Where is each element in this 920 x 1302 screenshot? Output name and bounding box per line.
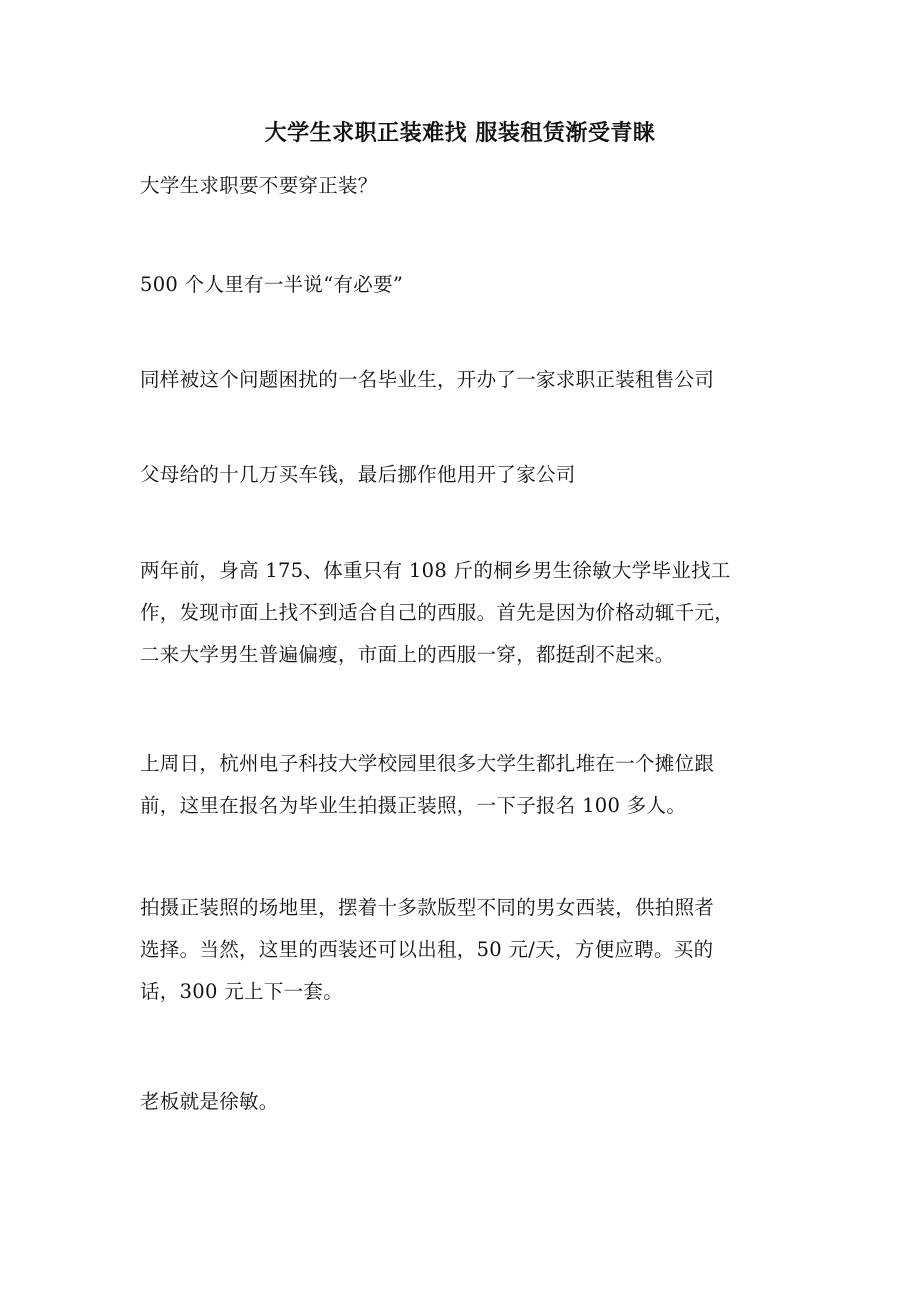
document-title: 大学生求职正装难找 服装租赁渐受青睐	[264, 120, 656, 146]
paragraph-5	[140, 550, 785, 676]
paragraph-line: 500 个人里有一半说“有必要”	[140, 273, 404, 296]
paragraph-1	[140, 165, 785, 207]
paragraph-line: 拍摄正装照的场地里，摆着十多款版型不同的男女西装，供拍照者	[140, 896, 715, 919]
paragraph-line: 两年前，身高 175、体重只有 108 斤的桐乡男生徐敏大学毕业找工	[140, 559, 731, 582]
paragraph-line: 大学生求职要不要穿正装？	[140, 174, 378, 197]
paragraph-line: 作，发现市面上找不到适合自己的西服。首先是因为价格动辄千元，	[140, 601, 735, 624]
paragraph-line: 前，这里在报名为毕业生拍摄正装照，一下子报名 100 多人。	[140, 794, 687, 817]
paragraph-line: 选择。当然，这里的西装还可以出租，50 元/天，方便应聘。买的	[140, 938, 714, 961]
paragraph-line: 父母给的十几万买车钱，最后挪作他用开了家公司	[140, 463, 576, 486]
paragraph-7	[140, 887, 785, 1013]
paragraph-line: 老板就是徐敏。	[140, 1090, 279, 1113]
paragraph-8	[140, 1081, 785, 1123]
paragraph-line: 二来大学男生普遍偏瘦，市面上的西服一穿，都挺刮不起来。	[140, 643, 675, 666]
paragraph-3	[140, 359, 785, 401]
paragraph-line: 同样被这个问题困扰的一名毕业生，开办了一家求职正装租售公司	[140, 368, 715, 391]
paragraph-line: 上周日，杭州电子科技大学校园里很多大学生都扎堆在一个摊位跟	[140, 752, 715, 775]
paragraph-4	[140, 454, 785, 496]
paragraph-6	[140, 743, 785, 827]
paragraph-2	[140, 264, 785, 306]
paragraph-line: 话，300 元上下一套。	[140, 980, 344, 1003]
